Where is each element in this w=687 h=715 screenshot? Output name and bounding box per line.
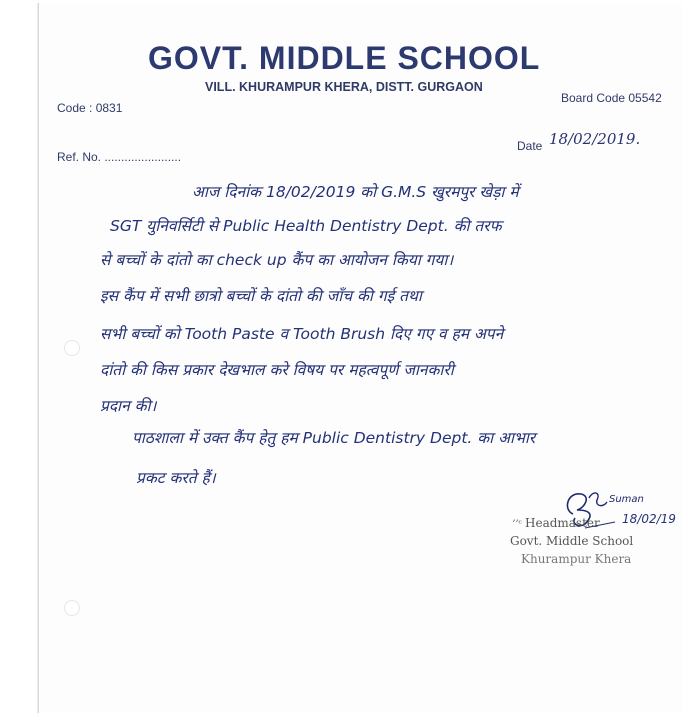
body-line-8: पाठशाला में उक्त कैंप हेतु हम Public Dentistry Dept. का आभार: [132, 429, 536, 447]
signature-date: 18/02/19: [622, 512, 676, 526]
stamp-school: Govt. Middle School: [510, 534, 634, 548]
date-value: 18/02/2019.: [549, 130, 641, 148]
svg-text:Suman: Suman: [609, 494, 644, 505]
school-name: GOVT. MIDDLE SCHOOL: [148, 40, 541, 76]
body-line-6: दांतो की किस प्रकार देखभाल करे विषय पर महत्वपूर्ण जानकारी: [100, 361, 454, 379]
stamp-village: Khurampur Khera: [521, 552, 632, 566]
body-line-9: प्रकट करते हैं।: [136, 469, 216, 487]
punch-hole-bottom: [64, 600, 80, 616]
board-code: Board Code 05542: [561, 91, 662, 105]
date-label: Date: [517, 139, 543, 153]
body-line-7: प्रदान की।: [100, 397, 157, 415]
body-line-3: से बच्चों के दांतो का check up कैंप का आयोजन किया गया।: [100, 251, 454, 269]
school-address: VILL. KHURAMPUR KHERA, DISTT. GURGAON: [205, 80, 483, 94]
body-line-1: आज दिनांक 18/02/2019 को G.M.S खुरमपुर खेड़ा में: [192, 183, 519, 201]
stamp-title: ʼʼᶜ Headmaster: [512, 516, 600, 530]
body-line-2: SGT युनिवर्सिटी से Public Health Dentistry Dept. की तरफ: [110, 217, 502, 235]
ref-number: Ref. No. .......................: [57, 150, 182, 164]
body-line-5: सभी बच्चों को Tooth Paste व Tooth Brush दिए गए व हम अपने: [100, 325, 504, 343]
punch-hole-top: [64, 340, 80, 356]
school-code: Code : 0831: [57, 101, 123, 115]
body-line-4: इस कैंप में सभी छात्रो बच्चों के दांतो की जाँच की गई तथा: [100, 287, 422, 305]
